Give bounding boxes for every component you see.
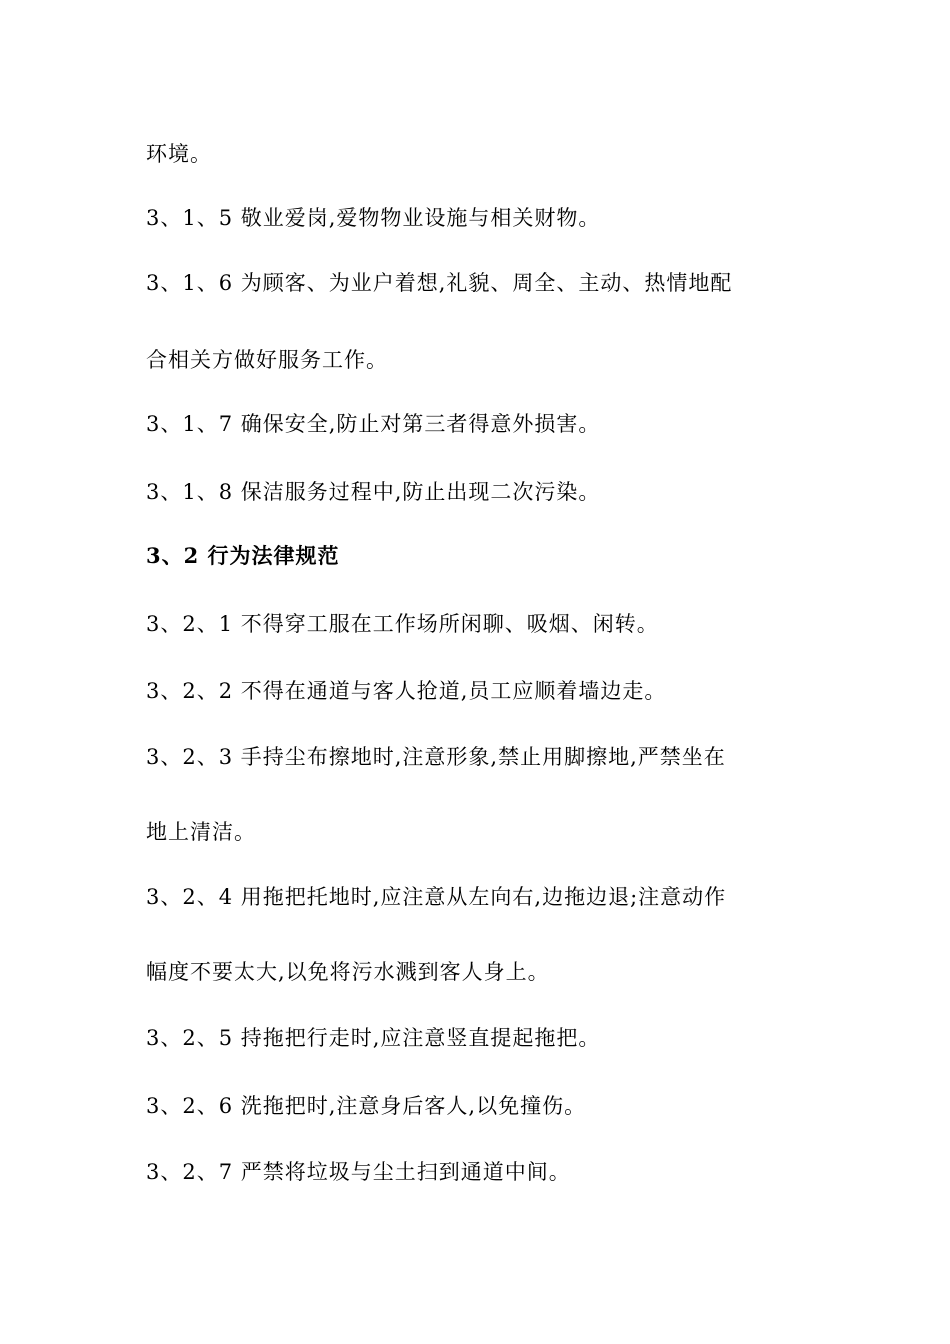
text-line: 3、2、4 用拖把托地时,应注意从左向右,边拖边退;注意动作 [146,885,727,909]
text-line: 3、1、8 保洁服务过程中,防止出现二次污染。 [146,480,601,504]
text-line: 环境。 [146,142,212,166]
text-line: 3、1、6 为顾客、为业户着想,礼貌、周全、主动、热情地配 [146,271,733,295]
text-line: 合相关方做好服务工作。 [146,348,388,372]
text-line: 3、2、5 持拖把行走时,应注意竖直提起拖把。 [146,1026,601,1050]
text-line: 3、1、7 确保安全,防止对第三者得意外损害。 [146,412,601,436]
text-line: 3、2、2 不得在通道与客人抢道,员工应顺着墙边走。 [146,679,667,703]
text-line: 3、2、1 不得穿工服在工作场所闲聊、吸烟、闲转。 [146,612,659,636]
text-line: 3、1、5 敬业爱岗,爱物物业设施与相关财物。 [146,206,601,230]
text-line: 3、2、7 严禁将垃圾与尘土扫到通道中间。 [146,1160,571,1184]
section-heading: 3、2 行为法律规范 [146,543,340,568]
text-line: 地上清洁。 [146,820,256,844]
text-line: 3、2、3 手持尘布擦地时,注意形象,禁止用脚擦地,严禁坐在 [146,745,726,769]
text-line: 幅度不要太大,以免将污水溅到客人身上。 [146,960,550,984]
text-line: 3、2、6 洗拖把时,注意身后客人,以免撞伤。 [146,1094,587,1118]
